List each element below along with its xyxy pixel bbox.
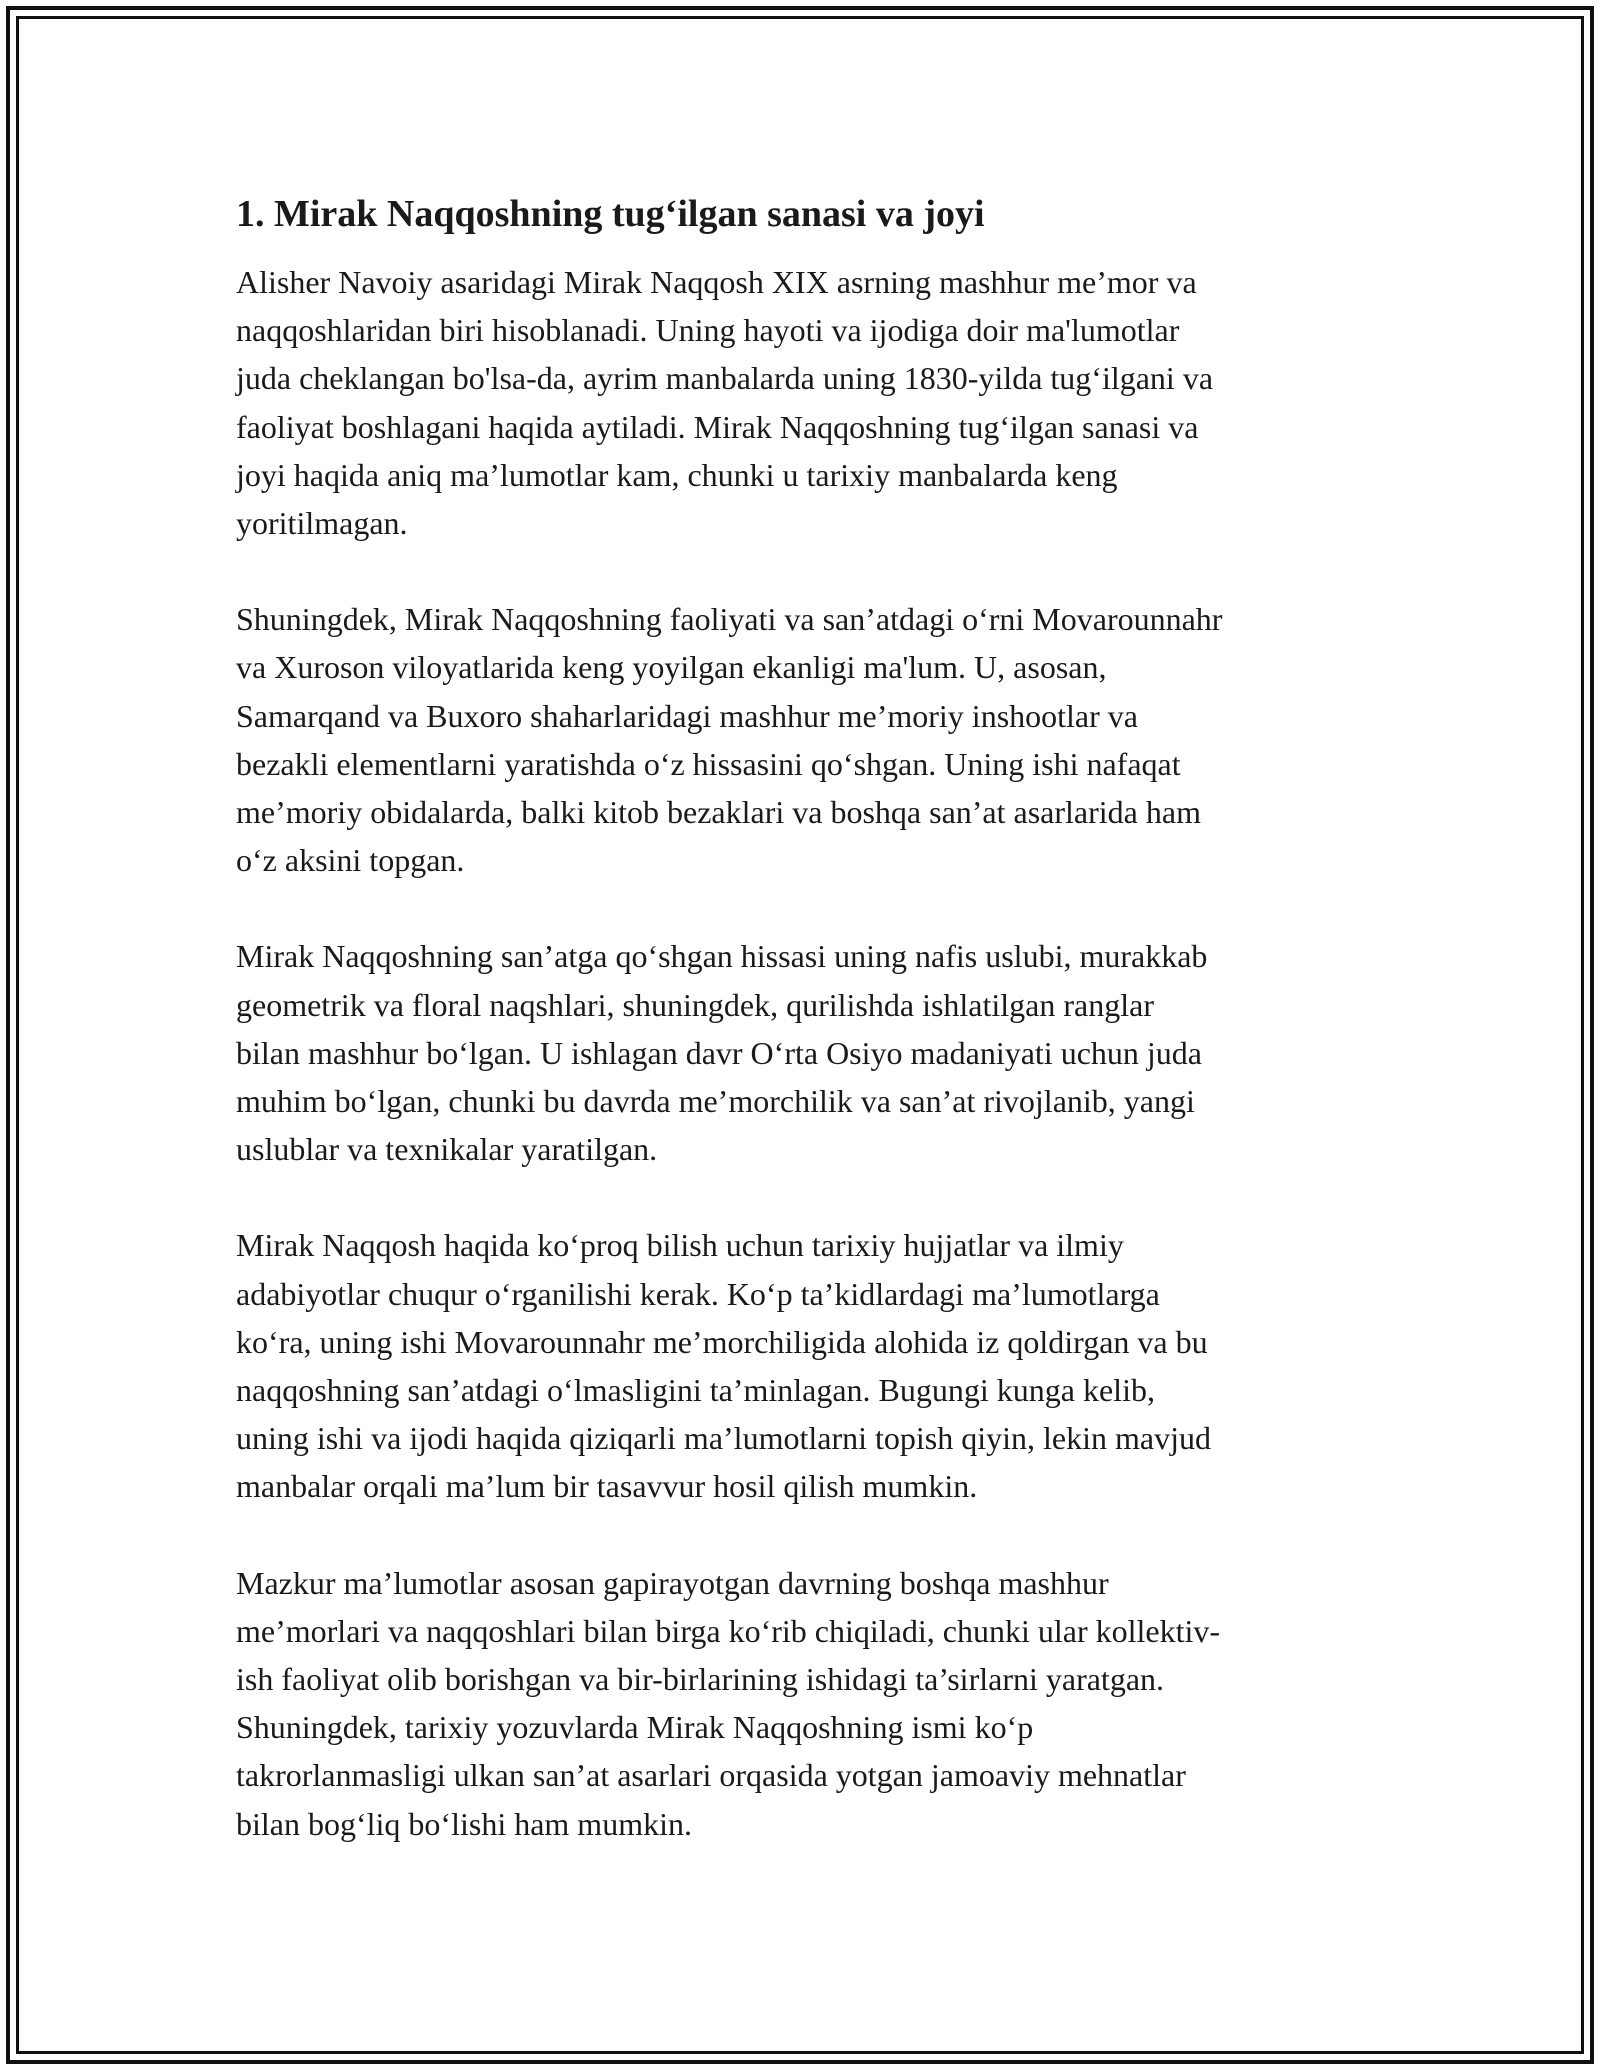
paragraph-line: Mazkur ma’lumotlar asosan gapirayotgan davrning boshqa mashhur [236,1564,1109,1601]
paragraph-line: uslublar va texnikalar yaratilgan. [236,1131,658,1168]
paragraph-line: geometrik va floral naqshlari, shuningdek, qurilishda ishlatilgan ranglar [236,986,1154,1023]
paragraph-line: Shuningdek, tarixiy yozuvlarda Mirak Naqqoshning ismi ko‘p [236,1709,1034,1746]
paragraph-line: muhim bo‘lgan, chunki bu davrda me’morchilik va san’at rivojlanib, yangi [236,1083,1195,1120]
paragraph-line: yoritilmagan. [236,505,408,542]
paragraph-line: bilan mashhur bo‘lgan. U ishlagan davr O‘rta Osiyo madaniyati uchun juda [236,1034,1202,1071]
paragraph-1 [236,258,1376,547]
paragraph-line: manbalar orqali ma’lum bir tasavvur hosil qilish mumkin. [236,1468,978,1505]
paragraph-line: uning ishi va ijodi haqida qiziqarli ma’lumotlarni topish qiyin, lekin mavjud [236,1420,1211,1457]
paragraph-line: Alisher Navoiy asaridagi Mirak Naqqosh XIX asrning mashhur me’mor va [236,264,1197,300]
paragraph-line: me’moriy obidalarda, balki kitob bezaklari va boshqa san’at asarlarida ham [236,794,1201,831]
paragraph-line: va Xuroson viloyatlarida keng yoyilgan ekanligi ma'lum. U, asosan, [236,649,1107,686]
paragraph-2 [236,595,1376,884]
paragraph-line: juda cheklangan bo'lsa-da, ayrim manbalarda uning 1830-yilda tug‘ilgani va [236,360,1214,397]
paragraph-line: ish faoliyat olib borishgan va bir-birlarining ishidagi ta’sirlarni yaratgan. [236,1661,1165,1698]
section-title: 1. Mirak Naqqoshning tug‘ilgan sanasi va joyi [236,193,985,235]
paragraph-line: Shuningdek, Mirak Naqqoshning faoliyati va san’atdagi o‘rni Movarounnahr [236,601,1223,638]
paragraph-5 [236,1559,1376,1848]
paragraph-line: faoliyat boshlagani haqida aytiladi. Mirak Naqqoshning tug‘ilgan sanasi va [236,408,1199,445]
paragraph-4 [236,1221,1376,1510]
paragraph-line: me’morlari va naqqoshlari bilan birga ko‘rib chiqiladi, chunki ular kollektiv- [236,1612,1221,1649]
paragraph-line: naqqoshlaridan biri hisoblanadi. Uning hayoti va ijodiga doir ma'lumotlar [236,312,1180,349]
document-body [236,190,1376,1896]
paragraph-line: Mirak Naqqoshning san’atga qo‘shgan hissasi uning nafis uslubi, murakkab [236,938,1208,975]
paragraph-line: joyi haqida aniq ma’lumotlar kam, chunki u tarixiy manbalarda keng [236,456,1118,493]
paragraph-line: Samarqand va Buxoro shaharlaridagi mashhur me’moriy inshootlar va [236,697,1138,734]
paragraph-line: o‘z aksini topgan. [236,842,465,879]
paragraph-line: naqqoshning san’atdagi o‘lmasligini ta’minlagan. Bugungi kunga kelib, [236,1372,1155,1409]
paragraph-line: takrorlanmasligi ulkan san’at asarlari orqasida yotgan jamoaviy mehnatlar [236,1757,1186,1794]
paragraph-line: bezakli elementlarni yaratishda o‘z hissasini qo‘shgan. Uning ishi nafaqat [236,745,1181,782]
paragraph-line: Mirak Naqqosh haqida ko‘proq bilish uchun tarixiy hujjatlar va ilmiy [236,1227,1124,1264]
paragraph-line: ko‘ra, uning ishi Movarounnahr me’morchiligida alohida iz qoldirgan va bu [236,1323,1208,1360]
paragraph-3 [236,932,1376,1173]
paragraph-line: bilan bog‘liq bo‘lishi ham mumkin. [236,1805,692,1842]
paragraph-line: adabiyotlar chuqur o‘rganilishi kerak. Ko‘p ta’kidlardagi ma’lumotlarga [236,1275,1160,1312]
